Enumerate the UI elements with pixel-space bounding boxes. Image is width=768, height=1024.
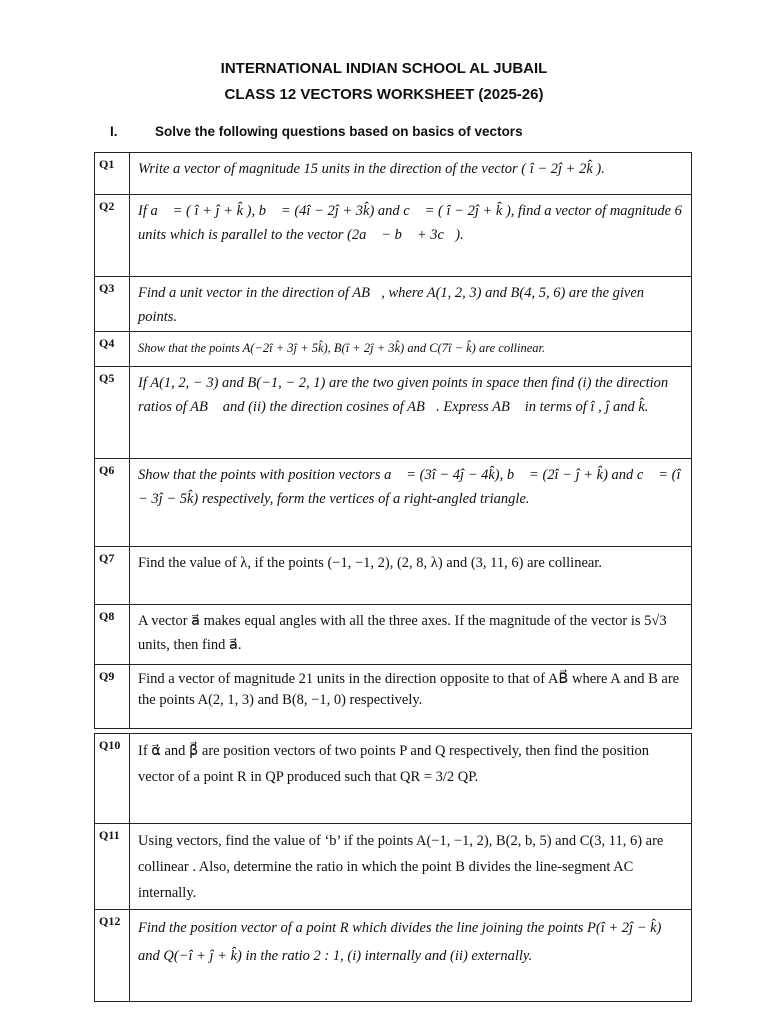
question-row xyxy=(95,195,692,277)
question-text: Find a vector of magnitude 21 units in the direction opposite to that of AB⃗ where A and B are the points A(2, 1, 3) and B(8, −1, 0) respectively. xyxy=(130,665,692,729)
question-row xyxy=(95,910,692,1002)
question-text: Write a vector of magnitude 15 units in the direction of the vector ( î − 2ĵ + 2k̂ ). xyxy=(130,153,692,195)
question-text: Find the value of λ, if the points (−1, −1, 2), (2, 8, λ) and (3, 11, 6) are collinear. xyxy=(130,547,692,605)
question-number: Q10 xyxy=(95,734,130,824)
question-row xyxy=(95,665,692,729)
section-number: I. xyxy=(110,124,118,139)
question-text: Find a unit vector in the direction of AB⃗, where A(1, 2, 3) and B(4, 5, 6) are the given points. xyxy=(130,277,692,332)
question-text: Show that the points A(−2î + 3ĵ + 5k̂), B(î + 2ĵ + 3k̂) and C(7î − k̂) are collinear. xyxy=(130,332,692,367)
section-title: Solve the following questions based on basics of vectors xyxy=(155,124,523,139)
question-row xyxy=(95,734,692,824)
question-text: A vector a⃗ makes equal angles with all the three axes. If the magnitude of the vector is 5√3 units, then find a⃗. xyxy=(130,605,692,665)
question-number: Q1 xyxy=(95,153,130,195)
question-number: Q8 xyxy=(95,605,130,665)
question-row xyxy=(95,332,692,367)
question-text: If A(1, 2, − 3) and B(−1, − 2, 1) are the two given points in space then find (i) the direction ratios of AB⃗ and (ii) the direction cosines of AB⃗. Express AB⃗ in terms of î , ĵ and k̂. xyxy=(130,367,692,459)
question-text: Using vectors, find the value of ‘b’ if the points A(−1, −1, 2), B(2, b, 5) and C(3, 11, 6) are collinear . Also, determine the ratio in which the point B divides the line-segment AC internally. xyxy=(130,824,692,910)
question-text: Find the position vector of a point R which divides the line joining the points P(î + 2ĵ − k̂) and Q(−î + ĵ + k̂) in the ratio 2 : 1, (i) internally and (ii) externally. xyxy=(130,910,692,1002)
question-number: Q4 xyxy=(95,332,130,367)
question-text: If a⃗ = ( î + ĵ + k̂ ), b⃗ = (4î − 2ĵ + 3k̂) and c⃗ = ( î − 2ĵ + k̂ ), find a vector of magnitude 6 units which is parallel to the vector (2a⃗ − b⃗ + 3c⃗). xyxy=(130,195,692,277)
question-number: Q6 xyxy=(95,459,130,547)
question-number: Q11 xyxy=(95,824,130,910)
question-number: Q2 xyxy=(95,195,130,277)
question-number: Q3 xyxy=(95,277,130,332)
question-row xyxy=(95,459,692,547)
question-row xyxy=(95,605,692,665)
question-row xyxy=(95,547,692,605)
question-text: Show that the points with position vectors a⃗ = (3î − 4ĵ − 4k̂), b⃗ = (2î − ĵ + k̂) and c⃗ = (î − 3ĵ − 5k̂) respectively, form the vertices of a right-angled triangle. xyxy=(130,459,692,547)
question-text: If α⃗ and β⃗ are position vectors of two points P and Q respectively, then find the position vector of a point R in QP produced such that QR = 3/2 QP. xyxy=(130,734,692,824)
questions-table-1 xyxy=(94,152,692,729)
questions-table-2 xyxy=(94,733,692,1002)
question-number: Q9 xyxy=(95,665,130,729)
question-row xyxy=(95,824,692,910)
question-row xyxy=(95,153,692,195)
question-number: Q5 xyxy=(95,367,130,459)
worksheet-title: CLASS 12 VECTORS WORKSHEET (2025-26) xyxy=(224,86,544,103)
question-number: Q7 xyxy=(95,547,130,605)
question-row xyxy=(95,367,692,459)
question-row xyxy=(95,277,692,332)
school-name: INTERNATIONAL INDIAN SCHOOL AL JUBAIL xyxy=(220,60,548,77)
question-number: Q12 xyxy=(95,910,130,1002)
